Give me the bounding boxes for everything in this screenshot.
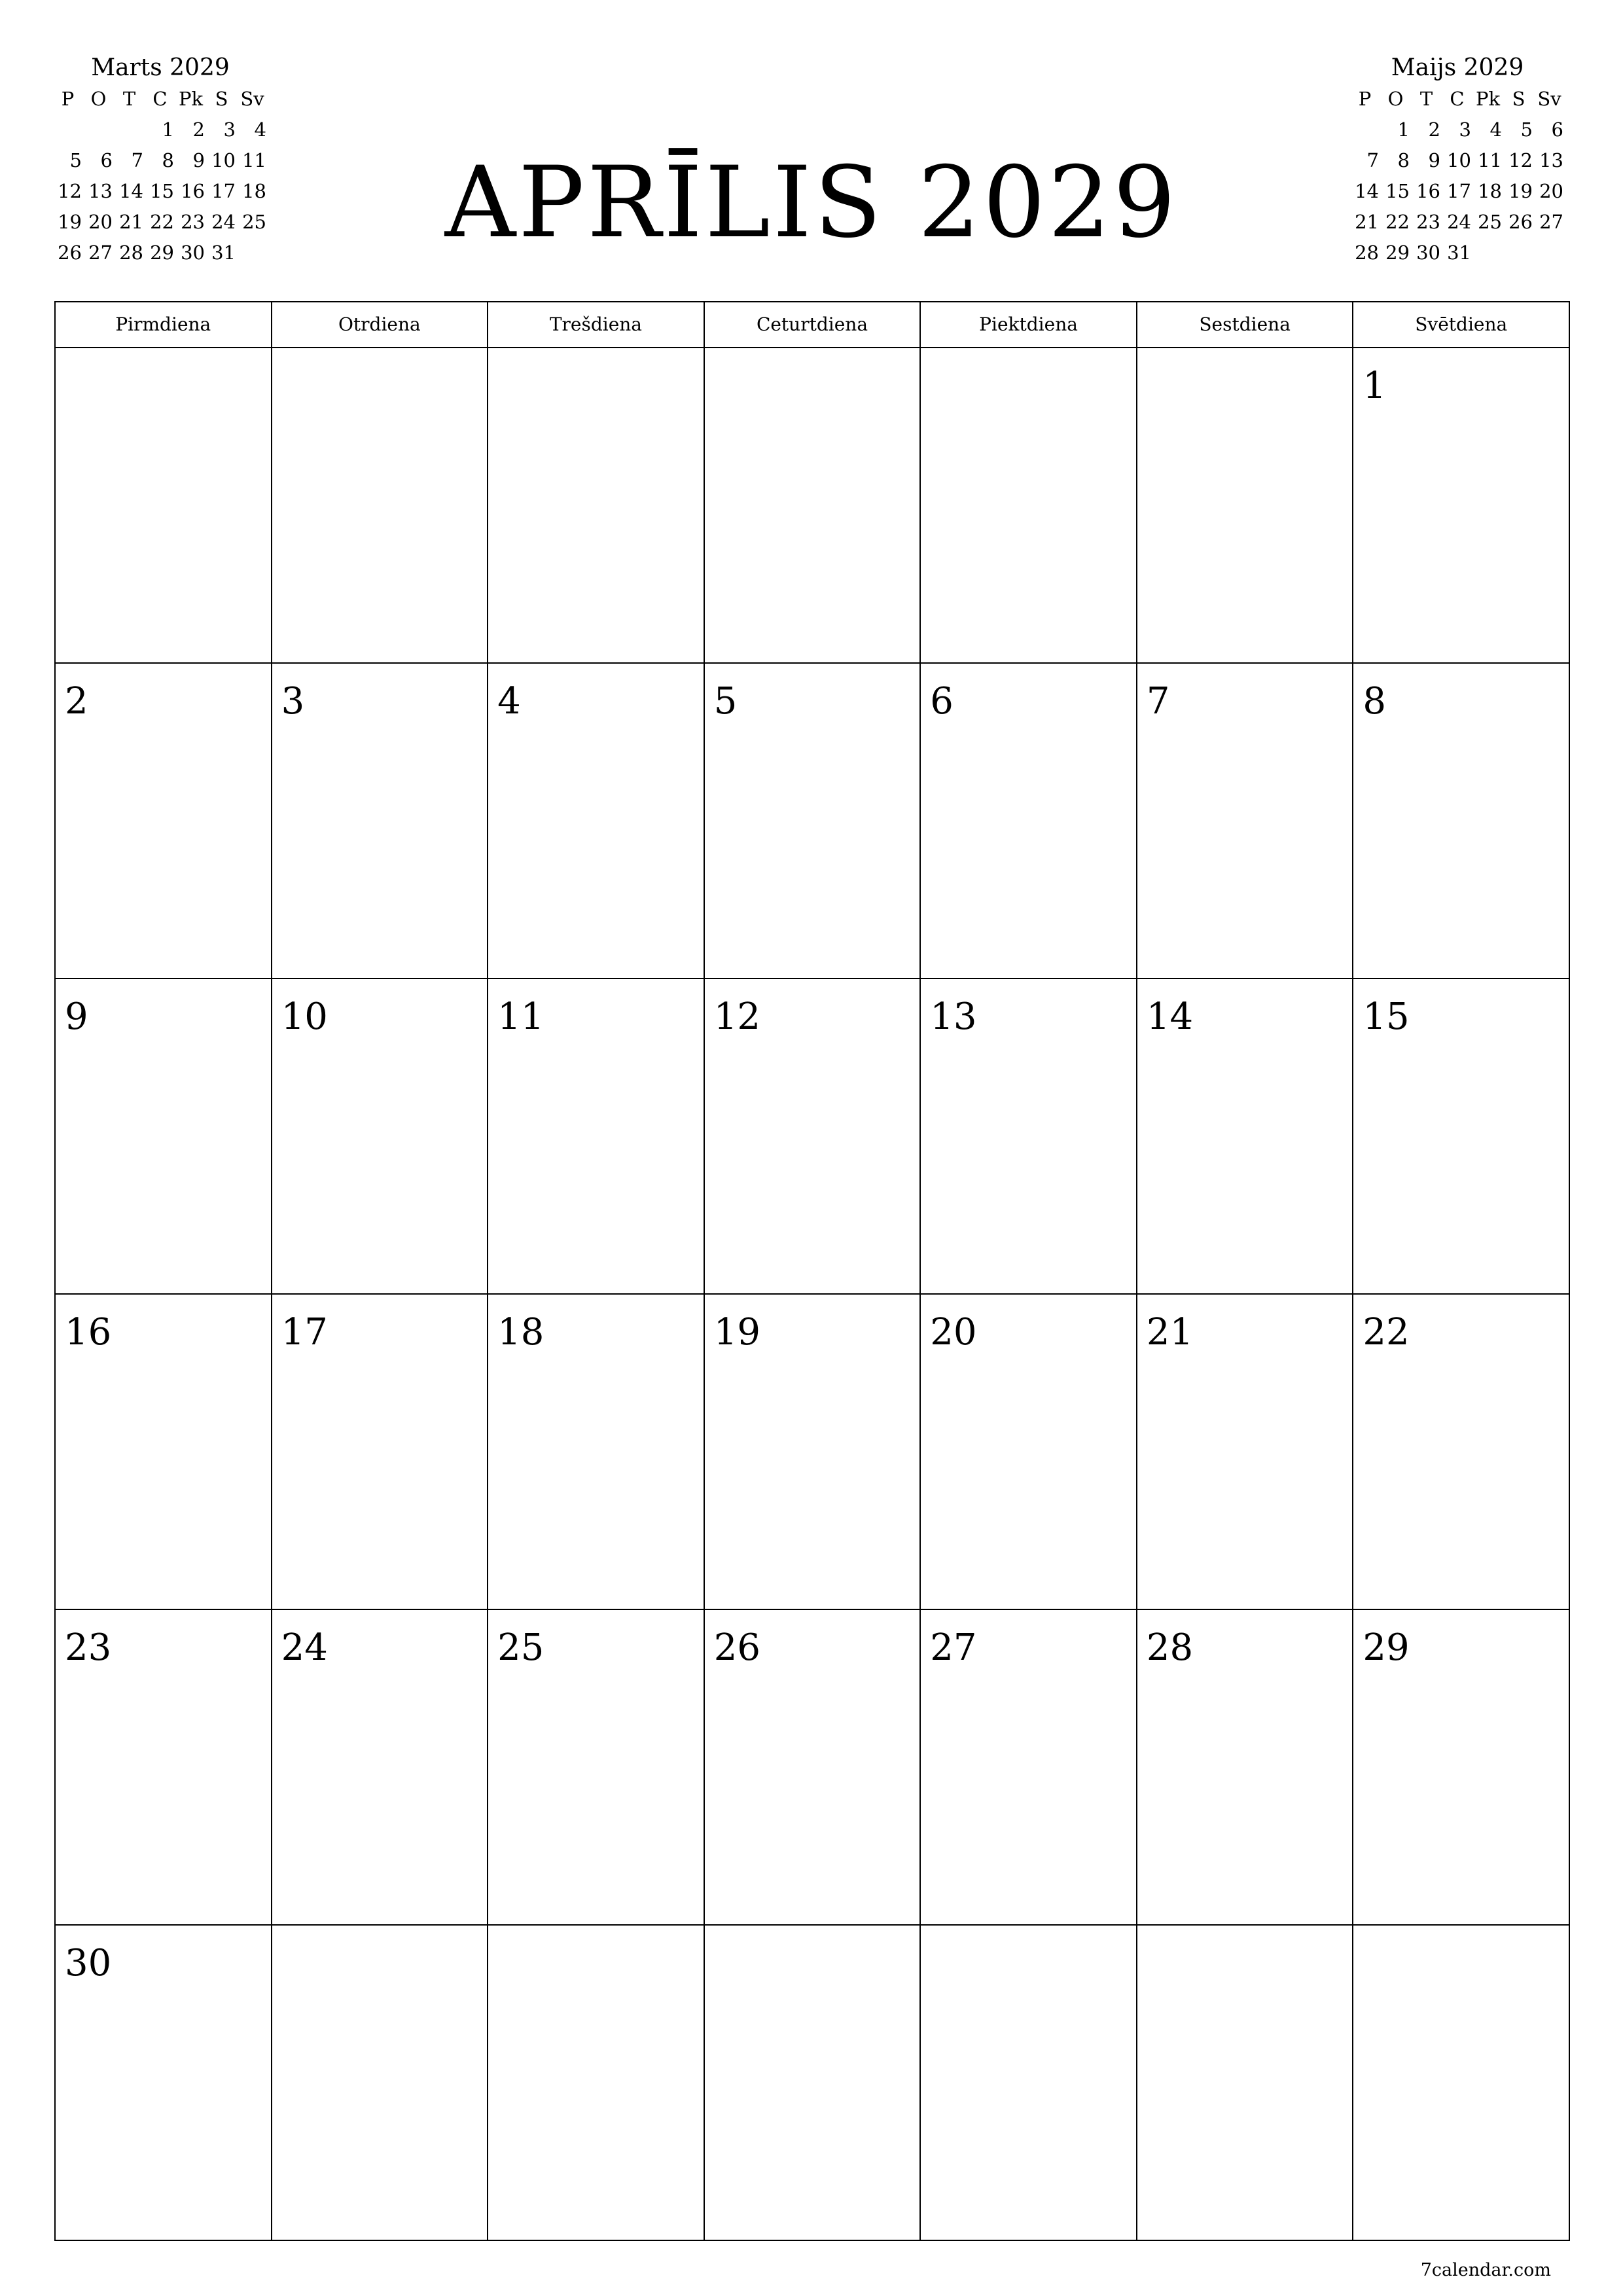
day-number: 21 (1146, 1311, 1194, 1354)
mini-weekday-header: T (122, 88, 136, 110)
mini-day: 22 (150, 211, 174, 233)
mini-day: 12 (58, 180, 82, 202)
mini-day: 20 (1539, 180, 1563, 202)
weekday-header: Pirmdiena (56, 302, 272, 348)
day-cell[interactable] (56, 348, 272, 664)
day-cell[interactable] (56, 664, 272, 979)
day-cell[interactable] (921, 664, 1137, 979)
day-number: 17 (281, 1311, 328, 1354)
mini-day: 11 (242, 149, 266, 171)
day-cell[interactable] (705, 1926, 921, 2241)
weekday-header: Otrdiena (272, 302, 489, 348)
day-number: 30 (65, 1942, 112, 1984)
mini-weekday-header: Pk (1475, 88, 1501, 110)
day-cell[interactable] (272, 1926, 489, 2241)
mini-weekday-header: Sv (1537, 88, 1561, 110)
weekday-header: Piektdiena (921, 302, 1137, 348)
mini-day: 28 (119, 242, 143, 264)
mini-weekday-header: Pk (178, 88, 204, 110)
day-number: 10 (281, 996, 328, 1038)
mini-weekday-header: O (1387, 88, 1404, 110)
mini-calendar-next-grid (1349, 84, 1565, 268)
mini-day: 20 (88, 211, 113, 233)
mini-day: 1 (1397, 118, 1410, 141)
mini-day: 7 (1366, 149, 1379, 171)
mini-weekday-header: P (1358, 88, 1372, 110)
day-number: 15 (1363, 996, 1410, 1038)
day-number: 5 (713, 680, 738, 723)
day-cell[interactable] (272, 348, 489, 664)
mini-day (114, 115, 145, 145)
page-title: APRĪLIS 2029 (444, 146, 1179, 260)
day-cell[interactable] (1353, 979, 1570, 1295)
day-number: 25 (497, 1626, 544, 1669)
weekday-header-row (56, 302, 1570, 348)
day-cell[interactable] (56, 979, 272, 1295)
mini-day (83, 115, 114, 145)
mini-day: 27 (88, 242, 113, 264)
mini-day: 30 (181, 242, 205, 264)
day-number: 13 (930, 996, 977, 1038)
day-number: 3 (281, 680, 305, 723)
weekday-header: Svētdiena (1353, 302, 1570, 348)
day-cell[interactable] (705, 664, 921, 979)
day-cell[interactable] (1137, 348, 1354, 664)
day-number: 7 (1146, 680, 1170, 723)
day-number: 1 (1363, 365, 1387, 407)
mini-day (1503, 238, 1534, 268)
day-cell[interactable] (272, 1610, 489, 1926)
mini-day: 29 (150, 242, 174, 264)
mini-calendar-next-title: Maijs 2029 (1391, 54, 1524, 81)
mini-day: 2 (192, 118, 205, 141)
mini-weekday-header: S (1512, 88, 1525, 110)
day-number: 22 (1363, 1311, 1410, 1354)
day-number: 6 (930, 680, 954, 723)
mini-weekday-header: S (215, 88, 228, 110)
mini-day: 22 (1385, 211, 1410, 233)
mini-day: 3 (223, 118, 236, 141)
mini-day: 23 (181, 211, 205, 233)
mini-day: 13 (88, 180, 113, 202)
mini-day: 29 (1385, 242, 1410, 264)
mini-day: 16 (1416, 180, 1440, 202)
mini-day: 9 (1428, 149, 1440, 171)
day-number: 24 (281, 1626, 328, 1669)
mini-day: 14 (1355, 180, 1379, 202)
mini-day: 12 (1508, 149, 1533, 171)
mini-day (1534, 238, 1565, 268)
day-cell[interactable] (1137, 979, 1354, 1295)
mini-day: 1 (162, 118, 174, 141)
mini-day: 27 (1539, 211, 1563, 233)
day-cell[interactable] (705, 348, 921, 664)
day-cell[interactable] (1353, 348, 1570, 664)
mini-day: 9 (192, 149, 205, 171)
mini-day: 8 (162, 149, 174, 171)
day-cell[interactable] (56, 1926, 272, 2241)
weekday-header: Sestdiena (1137, 302, 1354, 348)
mini-day: 17 (211, 180, 236, 202)
mini-day (1472, 238, 1503, 268)
mini-day: 15 (150, 180, 174, 202)
mini-day: 16 (181, 180, 205, 202)
mini-day: 24 (211, 211, 236, 233)
mini-day: 17 (1447, 180, 1471, 202)
day-number: 27 (930, 1626, 977, 1669)
day-cell[interactable] (272, 979, 489, 1295)
watermark: 7calendar.com (1420, 2260, 1551, 2280)
mini-weekday-header: C (152, 88, 168, 110)
mini-day: 10 (211, 149, 236, 171)
day-cell[interactable] (921, 1610, 1137, 1926)
day-number: 14 (1146, 996, 1194, 1038)
mini-day: 19 (1508, 180, 1533, 202)
mini-day: 31 (211, 242, 236, 264)
mini-day: 15 (1385, 180, 1410, 202)
day-cell[interactable] (921, 1295, 1137, 1610)
day-cell[interactable] (1137, 1295, 1354, 1610)
mini-day: 30 (1416, 242, 1440, 264)
mini-day: 26 (58, 242, 82, 264)
day-cell[interactable] (1137, 1610, 1354, 1926)
mini-day: 6 (100, 149, 113, 171)
day-cell[interactable] (272, 664, 489, 979)
mini-day: 10 (1447, 149, 1471, 171)
day-cell[interactable] (921, 1926, 1137, 2241)
day-number: 16 (65, 1311, 112, 1354)
mini-day: 18 (1478, 180, 1502, 202)
day-cell[interactable] (921, 348, 1137, 664)
day-number: 23 (65, 1626, 112, 1669)
day-cell[interactable] (1353, 1610, 1570, 1926)
mini-day: 13 (1539, 149, 1563, 171)
day-number: 2 (65, 680, 88, 723)
mini-weekday-header: T (1419, 88, 1433, 110)
mini-weekday-header: O (90, 88, 107, 110)
mini-day: 5 (69, 149, 82, 171)
day-number: 26 (713, 1626, 760, 1669)
day-cell[interactable] (705, 1610, 921, 1926)
day-cell[interactable] (56, 1295, 272, 1610)
mini-day (52, 115, 83, 145)
mini-day: 3 (1459, 118, 1471, 141)
day-number: 9 (65, 996, 88, 1038)
mini-weekday-header: Sv (240, 88, 264, 110)
day-cell[interactable] (488, 1295, 705, 1610)
day-cell[interactable] (1353, 1926, 1570, 2241)
day-cell[interactable] (488, 979, 705, 1295)
day-cell[interactable] (1353, 1295, 1570, 1610)
mini-day: 7 (131, 149, 143, 171)
mini-day: 21 (119, 211, 143, 233)
mini-day: 25 (1478, 211, 1502, 233)
mini-day: 8 (1397, 149, 1410, 171)
day-number: 12 (713, 996, 760, 1038)
day-cell[interactable] (272, 1295, 489, 1610)
mini-day: 28 (1355, 242, 1379, 264)
day-cell[interactable] (705, 1295, 921, 1610)
day-number: 20 (930, 1311, 977, 1354)
month-calendar-grid (54, 301, 1570, 2241)
mini-day: 14 (119, 180, 143, 202)
day-number: 28 (1146, 1626, 1194, 1669)
mini-day: 4 (1489, 118, 1502, 141)
day-cell[interactable] (1137, 1926, 1354, 2241)
mini-day: 2 (1428, 118, 1440, 141)
mini-calendar-prev-title: Marts 2029 (91, 54, 230, 81)
day-cell[interactable] (488, 1610, 705, 1926)
day-cell[interactable] (488, 664, 705, 979)
mini-weekday-header: C (1450, 88, 1465, 110)
day-cell[interactable] (1137, 664, 1354, 979)
day-cell[interactable] (921, 979, 1137, 1295)
day-cell[interactable] (705, 979, 921, 1295)
mini-day: 25 (242, 211, 266, 233)
mini-day: 26 (1508, 211, 1533, 233)
mini-day: 5 (1520, 118, 1533, 141)
day-cell[interactable] (56, 1610, 272, 1926)
day-number: 11 (497, 996, 544, 1038)
mini-day: 11 (1478, 149, 1502, 171)
mini-weekday-header: P (61, 88, 75, 110)
mini-day: 4 (254, 118, 266, 141)
weekday-header: Trešdiena (488, 302, 705, 348)
mini-day (1349, 115, 1380, 145)
mini-day: 19 (58, 211, 82, 233)
mini-day: 24 (1447, 211, 1471, 233)
day-number: 29 (1363, 1626, 1410, 1669)
mini-day: 31 (1447, 242, 1471, 264)
day-number: 8 (1363, 680, 1387, 723)
day-cell[interactable] (488, 348, 705, 664)
day-number: 18 (497, 1311, 544, 1354)
day-cell[interactable] (1353, 664, 1570, 979)
mini-day: 18 (242, 180, 266, 202)
calendar-weeks (56, 348, 1570, 2241)
mini-day: 21 (1355, 211, 1379, 233)
day-number: 19 (713, 1311, 760, 1354)
mini-day: 23 (1416, 211, 1440, 233)
day-cell[interactable] (488, 1926, 705, 2241)
mini-calendar-next (1349, 52, 1565, 268)
weekday-header: Ceturtdiena (705, 302, 921, 348)
mini-day: 6 (1551, 118, 1563, 141)
day-number: 4 (497, 680, 521, 723)
